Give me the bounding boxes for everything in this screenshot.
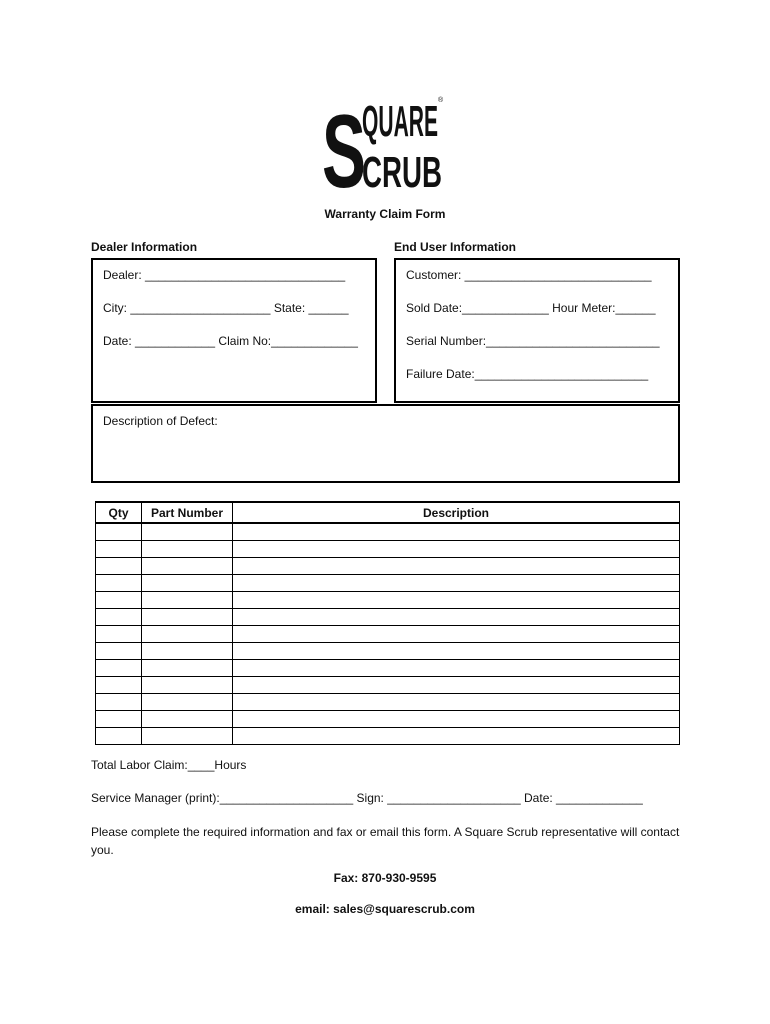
qty-cell[interactable] — [96, 541, 142, 558]
description-cell[interactable] — [233, 728, 680, 745]
fax-number: Fax: 870-930-9595 — [333, 871, 437, 885]
service-manager-line[interactable]: Service Manager (print):____________________ Sign: ____________________ Date: _____________ — [91, 791, 643, 805]
description-cell[interactable] — [233, 575, 680, 592]
end-user-information-heading: End User Information — [394, 240, 517, 254]
part-number-cell[interactable] — [142, 660, 233, 677]
qty-cell[interactable] — [96, 575, 142, 592]
part-number-cell[interactable] — [142, 643, 233, 660]
qty-cell[interactable] — [96, 711, 142, 728]
description-cell[interactable] — [233, 592, 680, 609]
parts-table-row — [96, 541, 680, 558]
description-cell[interactable] — [233, 694, 680, 711]
part-number-cell[interactable] — [142, 626, 233, 643]
qty-cell[interactable] — [96, 660, 142, 677]
part-number-cell[interactable] — [142, 541, 233, 558]
part-number-cell[interactable] — [142, 592, 233, 609]
serial-number-field[interactable]: Serial Number:__________________________ — [406, 334, 660, 348]
logo-big-s: S — [322, 94, 366, 194]
qty-cell[interactable] — [96, 677, 142, 694]
parts-table-row — [96, 609, 680, 626]
qty-cell[interactable] — [96, 643, 142, 660]
part-number-cell[interactable] — [142, 677, 233, 694]
defect-description-box[interactable] — [91, 404, 680, 483]
sold-date-hour-meter-field[interactable]: Sold Date:_____________ Hour Meter:______ — [406, 301, 656, 315]
qty-header: Qty — [96, 502, 142, 523]
qty-cell[interactable] — [96, 592, 142, 609]
description-cell[interactable] — [233, 558, 680, 575]
logo-crub: CRUB — [362, 148, 442, 194]
parts-table-row — [96, 626, 680, 643]
description-cell[interactable] — [233, 523, 680, 541]
description-cell[interactable] — [233, 626, 680, 643]
parts-table-row — [96, 592, 680, 609]
description-cell[interactable] — [233, 677, 680, 694]
dealer-info-box — [91, 258, 377, 403]
part-number-header: Part Number — [142, 502, 233, 523]
part-number-cell[interactable] — [142, 523, 233, 541]
qty-cell[interactable] — [96, 694, 142, 711]
description-cell[interactable] — [233, 660, 680, 677]
parts-table-row — [96, 643, 680, 660]
qty-cell[interactable] — [96, 626, 142, 643]
parts-table-row — [96, 677, 680, 694]
qty-cell[interactable] — [96, 558, 142, 575]
description-cell[interactable] — [233, 711, 680, 728]
description-cell[interactable] — [233, 643, 680, 660]
part-number-cell[interactable] — [142, 694, 233, 711]
parts-table-row — [96, 694, 680, 711]
qty-cell[interactable] — [96, 609, 142, 626]
parts-table-row — [96, 523, 680, 541]
part-number-cell[interactable] — [142, 575, 233, 592]
part-number-cell[interactable] — [142, 609, 233, 626]
qty-cell[interactable] — [96, 728, 142, 745]
square-scrub-logo — [322, 92, 452, 194]
description-cell[interactable] — [233, 541, 680, 558]
end-user-info-box — [394, 258, 680, 403]
total-labor-claim-field[interactable]: Total Labor Claim:____Hours — [91, 758, 247, 772]
customer-field[interactable]: Customer: ____________________________ — [406, 268, 652, 282]
form-title: Warranty Claim Form — [324, 207, 446, 221]
parts-table-row — [96, 558, 680, 575]
part-number-cell[interactable] — [142, 558, 233, 575]
description-header: Description — [233, 502, 680, 523]
parts-table-row — [96, 660, 680, 677]
logo-registered-mark: ® — [438, 97, 444, 104]
dealer-field[interactable]: Dealer: ______________________________ — [103, 268, 346, 282]
qty-cell[interactable] — [96, 523, 142, 541]
instructions-text: Please complete the required information and fax or email this form. A Square Scrub representative will contact you. — [91, 825, 680, 857]
description-cell[interactable] — [233, 609, 680, 626]
logo-quare: QUARE — [362, 97, 438, 146]
date-claim-field[interactable]: Date: ____________ Claim No:_____________ — [103, 334, 358, 348]
failure-date-field[interactable]: Failure Date:__________________________ — [406, 367, 649, 381]
parts-table-row — [96, 575, 680, 592]
parts-table-row — [96, 728, 680, 745]
part-number-cell[interactable] — [142, 711, 233, 728]
dealer-information-heading: Dealer Information — [91, 240, 198, 254]
city-state-field[interactable]: City: _____________________ State: ______ — [103, 301, 349, 315]
contact-email[interactable]: email: sales@squarescrub.com — [295, 902, 475, 916]
parts-table — [95, 501, 680, 745]
parts-table-row — [96, 711, 680, 728]
part-number-cell[interactable] — [142, 728, 233, 745]
defect-label: Description of Defect: — [103, 414, 218, 428]
